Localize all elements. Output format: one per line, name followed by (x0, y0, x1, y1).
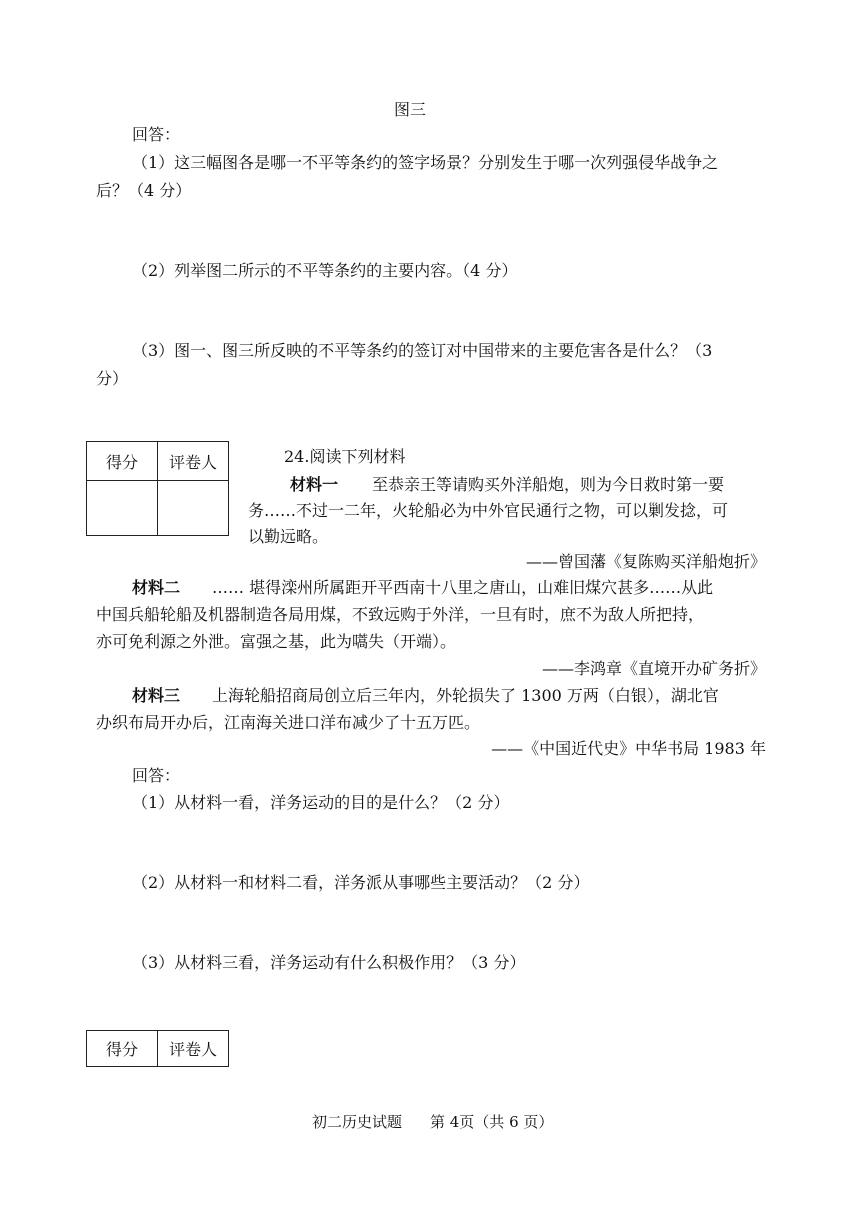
score-header: 得分 (87, 442, 158, 481)
question-2: （2）列举图二所示的不平等条约的主要内容。（4 分） (132, 261, 518, 280)
material-3-source: ——《中国近代史》中华书局 1983 年 (491, 739, 766, 758)
question-24-3: （3）从材料三看，洋务运动有什么积极作用？（3 分） (132, 953, 526, 972)
score-box (86, 441, 229, 536)
grader-cell[interactable] (158, 481, 229, 536)
question-1-line-2: 后？（4 分） (96, 181, 192, 200)
answer-label-24: 回答： (132, 766, 181, 785)
question-24-1: （1）从材料一看，洋务运动的目的是什么？（2 分） (132, 793, 510, 812)
material-1-line-1: 至恭亲王等请购买外洋船炮，则为今日救时第一要 (372, 475, 725, 494)
material-3-line-2: 办织布局开办后，江南海关进口洋布减少了十五万匹。 (96, 713, 481, 732)
question-3-line-2: 分） (96, 369, 129, 388)
footer-subject: 初二历史试题 (312, 1113, 403, 1131)
question-24-2: （2）从材料一和材料二看，洋务派从事哪些主要活动？（2 分） (132, 873, 590, 892)
question-1-line-1: （1）这三幅图各是哪一不平等条约的签字场景？分别发生于哪一次列强侵华战争之 (132, 153, 719, 172)
grader-header: 评卷人 (158, 442, 229, 481)
material-2-label: 材料二 (132, 578, 181, 597)
score-header: 得分 (87, 1031, 158, 1067)
material-2-line-3: 亦可免利源之外泄。富强之基，此为嚆失（开端）。 (96, 632, 457, 651)
material-3-line-1: 上海轮船招商局创立后三年内，外轮损失了 1300 万两（白银），湖北官 (212, 686, 719, 705)
score-box-2 (86, 1030, 229, 1067)
material-1-line-2: 务……不过一二年，火轮船必为中外官民通行之物，可以剿发捻，可 (248, 501, 729, 520)
answer-label: 回答： (132, 125, 181, 144)
material-2-line-1: …… 堪得滦州所属距开平西南十八里之唐山，山难旧煤穴甚多……从此 (212, 578, 714, 597)
question-24-title: 24.阅读下列材料 (284, 447, 406, 466)
material-1-label: 材料一 (290, 475, 339, 494)
material-3-label: 材料三 (132, 686, 181, 705)
material-2-line-2: 中国兵船轮船及机器制造各局用煤，不致远购于外洋，一旦有时，庶不为敌人所把持， (96, 605, 705, 624)
footer-page: 第 4页（共 6 页） (430, 1113, 554, 1131)
material-2-source: ——李鸿章《直境开办矿务折》 (541, 659, 766, 678)
figure-caption: 图三 (394, 100, 427, 119)
question-3-line-1: （3）图一、图三所反映的不平等条约的签订对中国带来的主要危害各是什么？（3 (132, 341, 713, 360)
score-cell[interactable] (87, 481, 158, 536)
grader-header: 评卷人 (158, 1031, 229, 1067)
material-1-line-3: 以勤远略。 (248, 527, 329, 546)
material-1-source: ——曾国藩《复陈购买洋船炮折》 (525, 552, 766, 571)
